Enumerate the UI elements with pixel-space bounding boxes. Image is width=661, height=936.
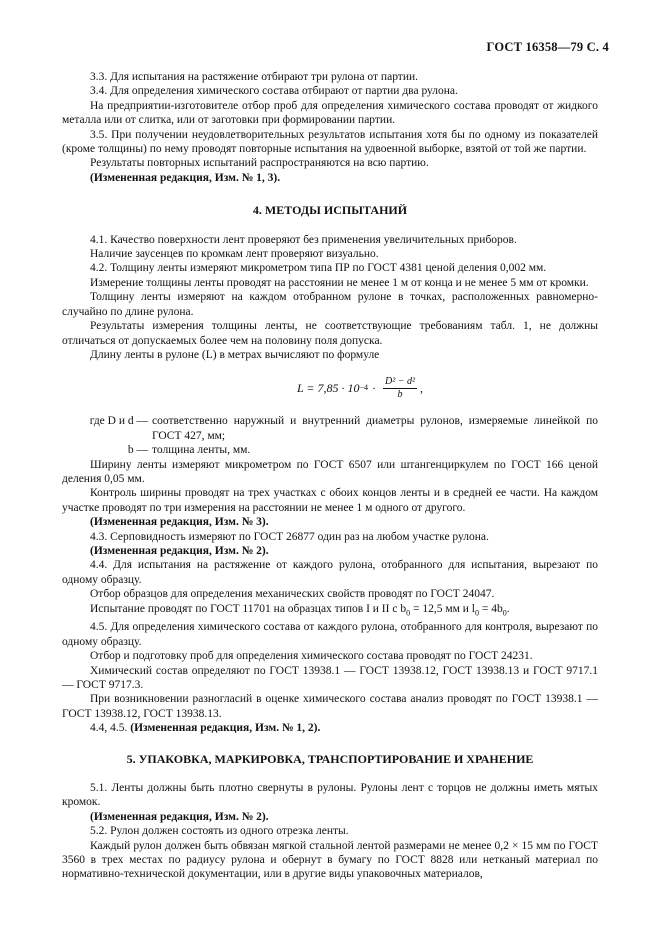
paragraph: 4.4. Для испытания на растяжение от каждого рулона, отобранного для испытания, вырезают по одному образцу. [62,559,598,586]
paragraph: Наличие заусенцев по кромкам лент проверяют визуально. [90,248,379,261]
paragraph: На предприятии-изготовителе отбор проб для определения химического состава проводят от жидкого металла или от слитка, или от заготовки при формировании партии. [62,99,598,127]
paragraph: 4.2. Толщину ленты измеряют микрометром типа ПР по ГОСТ 4381 ценой деления 0,002 мм. [90,262,547,275]
text-run: . [506,602,510,615]
paragraph: 4.3. Серповидность измеряют по ГОСТ 26877 один раз на любом участке рулона. [90,530,489,543]
paragraph: 4.1. Качество поверхности лент проверяют без применения увеличительных приборов. [90,233,517,246]
paragraph: Ширину ленты измеряют микрометром по ГОСТ 6507 или штангенциркулем по ГОСТ 166 ценой деления 0,05 мм. [62,458,598,485]
formula-exponent: −4 [359,383,369,393]
legend-definition: толщина ленты, мм. [152,444,251,457]
paragraph: 3.3. Для испытания на растяжение отбирают три рулона от партии. [90,71,418,83]
paragraph: Длину ленты в рулоне (L) в метрах вычисляют по формуле [90,348,380,361]
paragraph: При возникновении разногласий в оценке химического состава анализ проводят по ГОСТ 13938.1 — ГОСТ 13938.12, ГОСТ 13938.13. [62,693,598,720]
formula-tail: , [420,381,424,396]
edit-note: (Измененная редакция, Изм. № 2). [90,544,269,557]
legend-term: где D и d — [89,415,148,428]
paragraph-edit-summary [62,721,598,735]
subscript: 0 [406,607,411,617]
section-heading: 4. МЕТОДЫ ИСПЫТАНИЙ [252,203,408,218]
paragraph: Отбор и подготовку проб для определения химического состава проводят по ГОСТ 24231. [90,650,533,663]
length-formula [122,371,598,405]
formula-fraction [383,376,417,401]
paragraph: 5.1. Ленты должны быть плотно свернуты в рулоны. Рулоны лент с торцов не должны иметь мятых кромок. [62,781,598,809]
formula-denominator: b [397,388,403,400]
paragraph: 3.4. Для определения химического состава отбирают от партии два рулона. [90,85,458,98]
formula-dot: · [372,381,377,396]
paragraph: 3.5. При получении неудовлетворительных результатов испытания хотя бы по одному из показателей (кроме толщины) по нему проводят повторные испытания на удвоенной выборке, взятой от той же партии. [62,128,598,156]
paragraph: Контроль ширины проводят на трех участках с обоих концов ленты и в средней ее части. На каждом участке проводят по три измерения на расстоянии не менее 1 м одного от другого. [62,487,598,514]
paragraph: Измерение толщины ленты проводят на расстоянии не менее 1 м от конца и не менее 5 мм от кромки. [90,276,589,289]
subscript: 0 [474,607,479,617]
legend-definition: соответственно наружный и внутренний диаметры рулонов, измеряемые линейкой по ГОСТ 427, мм; [152,415,598,442]
clause-numbers: 4.4, 4.5. [90,722,128,735]
paragraph: Результаты измерения толщины ленты, не соответствующие требованиям табл. 1, не должны отличаться от допускаемых более чем на половину поля допуска. [62,320,598,347]
legend-term: b — [127,444,148,457]
formula-lhs: L = 7,85 · 10 [296,381,360,396]
paragraph: Химический состав определяют по ГОСТ 13938.1 — ГОСТ 13938.12, ГОСТ 13938.13 и ГОСТ 9717.1 — ГОСТ 9717.3. [62,664,598,691]
edit-note: (Измененная редакция, Изм. № 2). [90,810,269,823]
text-run: Испытание проводят по ГОСТ 11701 на образцах типов I и II с b [90,602,407,615]
edit-note: (Измененная редакция, Изм. № 3). [90,516,269,529]
subscript: 0 [502,607,507,617]
formula-legend [84,414,598,457]
formula-numerator: D² − d² [385,375,416,387]
paragraph: Толщину ленты измеряют на каждом отобранном рулоне в точках, расположенных равномерно-случайно по длине рулона. [62,291,598,318]
paragraph: Результаты повторных испытаний распространяются на всю партию. [90,157,429,170]
edit-note: (Измененная редакция, Изм. № 1, 3). [90,171,281,184]
page-header: ГОСТ 16358—79 С. 4 [486,40,609,54]
paragraph: Отбор образцов для определения механических свойств проводят по ГОСТ 24047. [90,588,495,601]
edit-note: (Измененная редакция, Изм. № 1, 2). [130,722,321,735]
document-body [62,70,598,882]
text-run: = 12,5 мм и l [410,602,475,615]
text-run: = 4b [478,602,503,615]
section-heading: 5. УПАКОВКА, МАРКИРОВКА, ТРАНСПОРТИРОВАНИЕ И ХРАНЕНИЕ [126,751,534,766]
paragraph: 4.5. Для определения химического состава от каждого рулона, отобранного для контроля, вырезают по одному образцу. [62,621,598,648]
paragraph: 5.2. Рулон должен состоять из одного отрезка ленты. [90,825,349,838]
paragraph-test-samples [62,602,598,621]
paragraph: Каждый рулон должен быть обвязан мягкой стальной лентой размерами не менее 0,2 × 15 мм по ГОСТ 3560 в трех местах по радиусу рулона и обернут в бумагу по ГОСТ 8828 или нетканый материал по нормативно-технической документации, или в другие виды упаковочных материалов, [62,839,598,881]
